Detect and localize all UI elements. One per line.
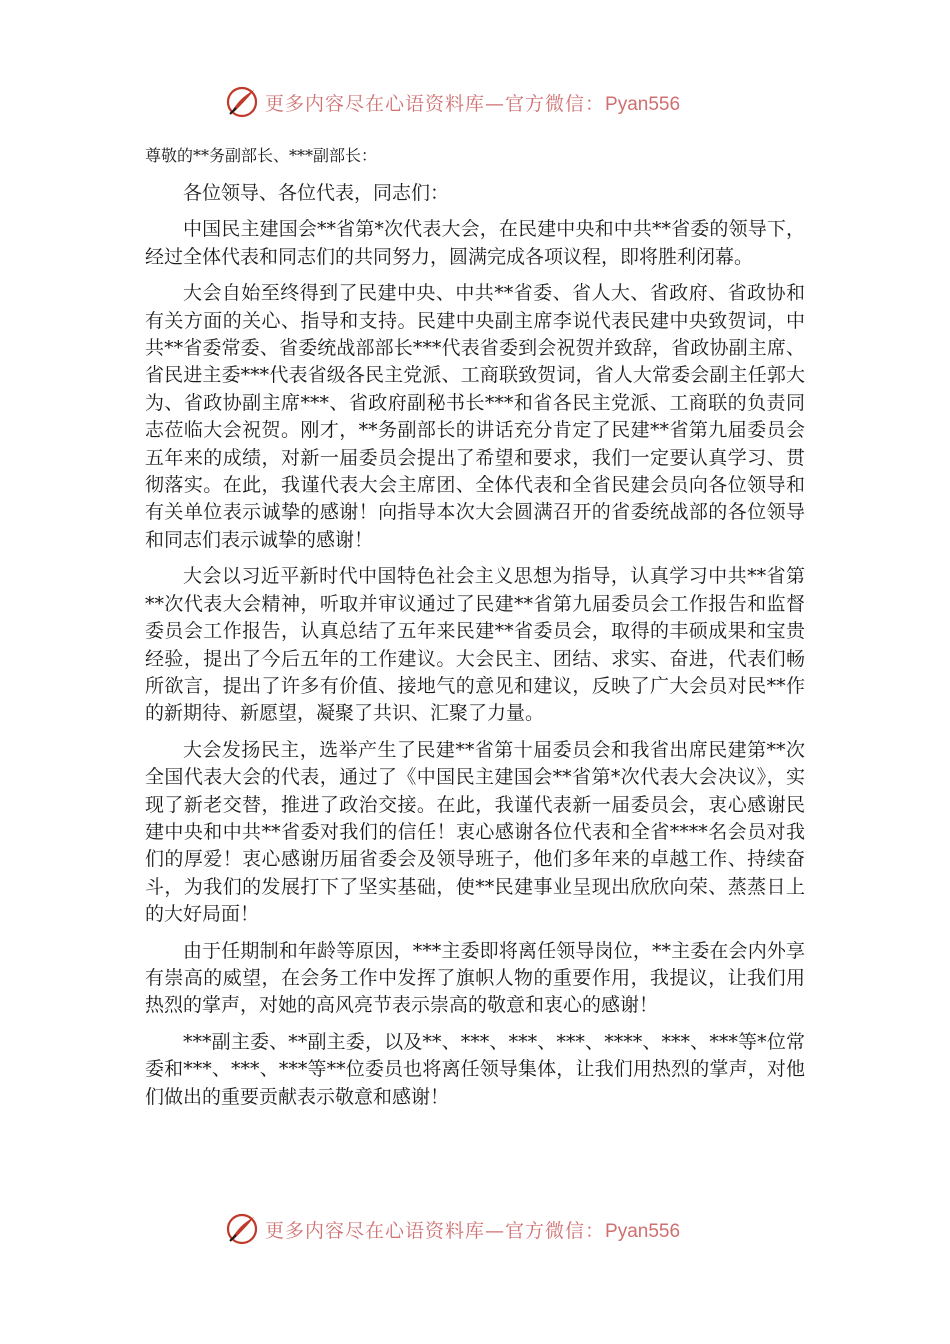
wechat-id: Pyan556: [605, 1220, 681, 1242]
paragraph-1: 中国民主建国会**省第*次代表大会，在民建中央和中共**省委的领导下，经过全体代表和同志们的共同努力，圆满完成各项议程，即将胜利闭幕。: [145, 218, 805, 268]
paragraph-3: 大会以习近平新时代中国特色社会主义思想为指导，认真学习中共**省第**次代表大会精神，听取并审议通过了民建**省第九届委员会工作报告和监督委员会工作报告，认真总结了五年来民建**省委员会，取得的丰硕成果和宝贵经验，提出了今后五年的工作建议。大会民主、团结、求实、奋进，代表们畅所欲言，提出了许多有价值、接地气的意见和建议，反映了广大会员对民**作的新期待、新愿望，凝聚了共识、汇聚了力量。: [145, 565, 805, 725]
paragraph-greeting: 各位领导、各位代表，同志们：: [183, 182, 450, 204]
quill-pen-logo-icon: [225, 1212, 259, 1246]
footer-banner: [225, 1211, 725, 1247]
paragraph-6: ***副主委、**副主委，以及**、***、***、***、****、***、***等*位常委和***、***、***等**位委员也将离任领导集体，让我们用热烈的掌声，对他们做出的重要贡献表示敬意和感谢！: [145, 1030, 805, 1108]
paragraph-5: 由于任期制和年龄等原因，***主委即将离任领导岗位，**主委在会内外享有崇高的威望，在会务工作中发挥了旗帜人物的重要作用，我提议，让我们用热烈的掌声，对她的高风亮节表示崇高的敬意和衷心的感谢！: [145, 939, 805, 1017]
document-body: [145, 142, 805, 1120]
quill-pen-logo-icon: [225, 85, 259, 119]
banner-text: 更多内容尽在心语资料库—官方微信：Pyan556: [265, 1219, 681, 1242]
header-banner: [225, 84, 725, 120]
wechat-id: Pyan556: [605, 93, 681, 115]
banner-text: 更多内容尽在心语资料库—官方微信：Pyan556: [265, 92, 681, 115]
salutation: 尊敬的**务副部长、***副部长：: [145, 146, 378, 165]
paragraph-4: 大会发扬民主，选举产生了民建**省第十届委员会和我省出席民建第**次全国代表大会的代表，通过了《中国民主建国会**省第*次代表大会决议》，实现了新老交替，推进了政治交接。在此，我谨代表新一届委员会，衷心感谢民建中央和中共**省委对我们的信任！衷心感谢各位代表和全省****名会员对我们的厚爱！衷心感谢历届省委会及领导班子，他们多年来的卓越工作、持续奋斗，为我们的发展打下了坚实基础，使**民建事业呈现出欣欣向荣、蒸蒸日上的大好局面！: [145, 738, 805, 926]
paragraph-2: 大会自始至终得到了民建中央、中共**省委、省人大、省政府、省政协和有关方面的关心、指导和支持。民建中央副主席李说代表民建中央致贺词，中共**省委常委、省委统战部部长***代表省委到会祝贺并致辞，省政协副主席、省民进主委***代表省级各民主党派、工商联致贺词，省人大常委会副主任郭大为、省政协副主席***、省政府副秘书长***和省各民主党派、工商联的负责同志莅临大会祝贺。刚才，**务副部长的讲话充分肯定了民建**省第九届委员会五年来的成绩，对新一届委员会提出了希望和要求，我们一定要认真学习、贯彻落实。在此，我谨代表大会主席团、全体代表和全省民建会员向各位领导和有关单位表示诚挚的感谢！向指导本次大会圆满召开的省委统战部的各位领导和同志们表示诚挚的感谢！: [145, 282, 805, 551]
